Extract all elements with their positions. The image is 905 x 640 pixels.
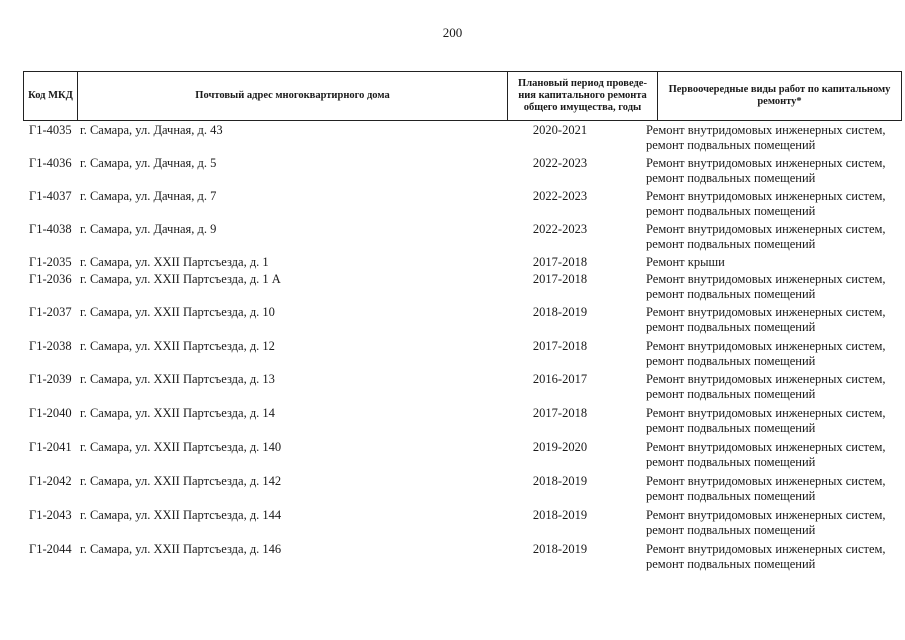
- row-code: Г1-4035: [29, 123, 72, 137]
- table-row: [0, 508, 905, 538]
- row-works-line2: ремонт подвальных помещений: [646, 204, 816, 218]
- table-row: [0, 222, 905, 252]
- row-works-line2: ремонт подвальных помещений: [646, 489, 816, 503]
- row-period: 2017-2018: [532, 272, 588, 286]
- row-code: Г1-4036: [29, 156, 72, 170]
- row-works-line1: Ремонт внутридомовых инженерных систем,: [646, 156, 886, 170]
- row-works-line2: ремонт подвальных помещений: [646, 354, 816, 368]
- row-address: г. Самара, ул. XXII Партсъезда, д. 1: [80, 255, 269, 269]
- row-code: Г1-2041: [29, 440, 72, 454]
- page-number: 200: [442, 25, 463, 40]
- row-code: Г1-2044: [29, 542, 72, 556]
- row-works-line1: Ремонт внутридомовых инженерных систем,: [646, 508, 886, 522]
- row-period: 2017-2018: [532, 255, 588, 269]
- row-works: [646, 474, 904, 504]
- row-code: Г1-2042: [29, 474, 72, 488]
- row-works-line1: Ремонт внутридомовых инженерных систем,: [646, 542, 886, 556]
- table-row: [0, 123, 905, 153]
- row-works-line1: Ремонт внутридомовых инженерных систем,: [646, 189, 886, 203]
- row-address: г. Самара, ул. XXII Партсъезда, д. 146: [80, 542, 282, 556]
- header-code: Код МКД: [23, 72, 78, 120]
- row-period: 2022-2023: [532, 156, 588, 170]
- row-address: г. Самара, ул. XXII Партсъезда, д. 142: [80, 474, 282, 488]
- row-works-line2: ремонт подвальных помещений: [646, 171, 816, 185]
- row-address: г. Самара, ул. XXII Партсъезда, д. 12: [80, 339, 275, 353]
- row-works-line1: Ремонт внутридомовых инженерных систем,: [646, 123, 886, 137]
- row-works-line1: Ремонт внутридомовых инженерных систем,: [646, 440, 886, 454]
- row-address: г. Самара, ул. Дачная, д. 43: [80, 123, 223, 137]
- row-works-line2: ремонт подвальных помещений: [646, 287, 816, 301]
- row-works: [646, 305, 904, 335]
- row-works-line2: ремонт подвальных помещений: [646, 320, 816, 334]
- header-address: Почтовый адрес многоквартирного дома: [78, 72, 508, 120]
- row-address: г. Самара, ул. XXII Партсъезда, д. 14: [80, 406, 275, 420]
- row-works: [646, 542, 904, 572]
- row-works-line2: ремонт подвальных помещений: [646, 523, 816, 537]
- row-works: [646, 222, 904, 252]
- row-address: г. Самара, ул. XXII Партсъезда, д. 140: [80, 440, 282, 454]
- row-works-line2: ремонт подвальных помещений: [646, 455, 816, 469]
- row-period: 2018-2019: [532, 508, 588, 522]
- table-row: [0, 156, 905, 186]
- row-address: г. Самара, ул. Дачная, д. 7: [80, 189, 217, 203]
- row-works-line1: Ремонт внутридомовых инженерных систем,: [646, 372, 886, 386]
- row-code: Г1-4038: [29, 222, 72, 236]
- row-works-line1: Ремонт внутридомовых инженерных систем,: [646, 406, 886, 420]
- row-address: г. Самара, ул. XXII Партсъезда, д. 1 А: [80, 272, 281, 286]
- row-works-line2: ремонт подвальных помещений: [646, 387, 816, 401]
- row-works-line1: Ремонт внутридомовых инженерных систем,: [646, 272, 886, 286]
- row-address: г. Самара, ул. XXII Партсъезда, д. 144: [80, 508, 282, 522]
- row-works-line1: Ремонт внутридомовых инженерных систем,: [646, 305, 886, 319]
- row-code: Г1-2039: [29, 372, 72, 386]
- row-period: 2022-2023: [532, 189, 588, 203]
- row-code: Г1-2035: [29, 255, 72, 269]
- row-period: 2018-2019: [532, 305, 588, 319]
- row-address: г. Самара, ул. XXII Партсъезда, д. 10: [80, 305, 275, 319]
- row-works-line1: Ремонт внутридомовых инженерных систем,: [646, 222, 886, 236]
- row-works-line2: ремонт подвальных помещений: [646, 421, 816, 435]
- row-works-line1: Ремонт внутридомовых инженерных систем,: [646, 339, 886, 353]
- row-works: [646, 339, 904, 369]
- row-period: 2018-2019: [532, 542, 588, 556]
- row-code: Г1-4037: [29, 189, 72, 203]
- row-works: [646, 440, 904, 470]
- row-works: [646, 372, 904, 402]
- row-works: [646, 406, 904, 436]
- row-works: [646, 123, 904, 153]
- row-works-line2: ремонт подвальных помещений: [646, 237, 816, 251]
- header-works: Первоочередные виды работ по капитальному ремонту*: [658, 72, 902, 120]
- row-works-line1: Ремонт крыши: [646, 255, 725, 269]
- row-works: [646, 156, 904, 186]
- row-period: 2017-2018: [532, 406, 588, 420]
- row-period: 2020-2021: [532, 123, 588, 137]
- table-row: [0, 339, 905, 369]
- row-works-line2: ремонт подвальных помещений: [646, 557, 816, 571]
- row-works: [646, 255, 904, 270]
- table-row: [0, 406, 905, 436]
- row-period: 2016-2017: [532, 372, 588, 386]
- row-works-line1: Ремонт внутридомовых инженерных систем,: [646, 474, 886, 488]
- row-works: [646, 189, 904, 219]
- row-period: 2022-2023: [532, 222, 588, 236]
- table-row: [0, 305, 905, 335]
- row-address: г. Самара, ул. Дачная, д. 9: [80, 222, 217, 236]
- row-code: Г1-2036: [29, 272, 72, 286]
- row-works: [646, 508, 904, 538]
- row-address: г. Самара, ул. XXII Партсъезда, д. 13: [80, 372, 275, 386]
- row-period: 2019-2020: [532, 440, 588, 454]
- row-works: [646, 272, 904, 302]
- row-code: Г1-2040: [29, 406, 72, 420]
- row-period: 2017-2018: [532, 339, 588, 353]
- row-period: 2018-2019: [532, 474, 588, 488]
- table-row: [0, 372, 905, 402]
- table-row: [0, 542, 905, 572]
- table-row: [0, 474, 905, 504]
- table-row: [0, 189, 905, 219]
- row-address: г. Самара, ул. Дачная, д. 5: [80, 156, 217, 170]
- header-period: Плановый период проведе-ния капитального ремонта общего имущества, годы: [508, 72, 658, 120]
- table-header: [23, 71, 902, 121]
- row-code: Г1-2043: [29, 508, 72, 522]
- table-row: [0, 440, 905, 470]
- row-works-line2: ремонт подвальных помещений: [646, 138, 816, 152]
- row-code: Г1-2037: [29, 305, 72, 319]
- row-code: Г1-2038: [29, 339, 72, 353]
- table-row: [0, 272, 905, 302]
